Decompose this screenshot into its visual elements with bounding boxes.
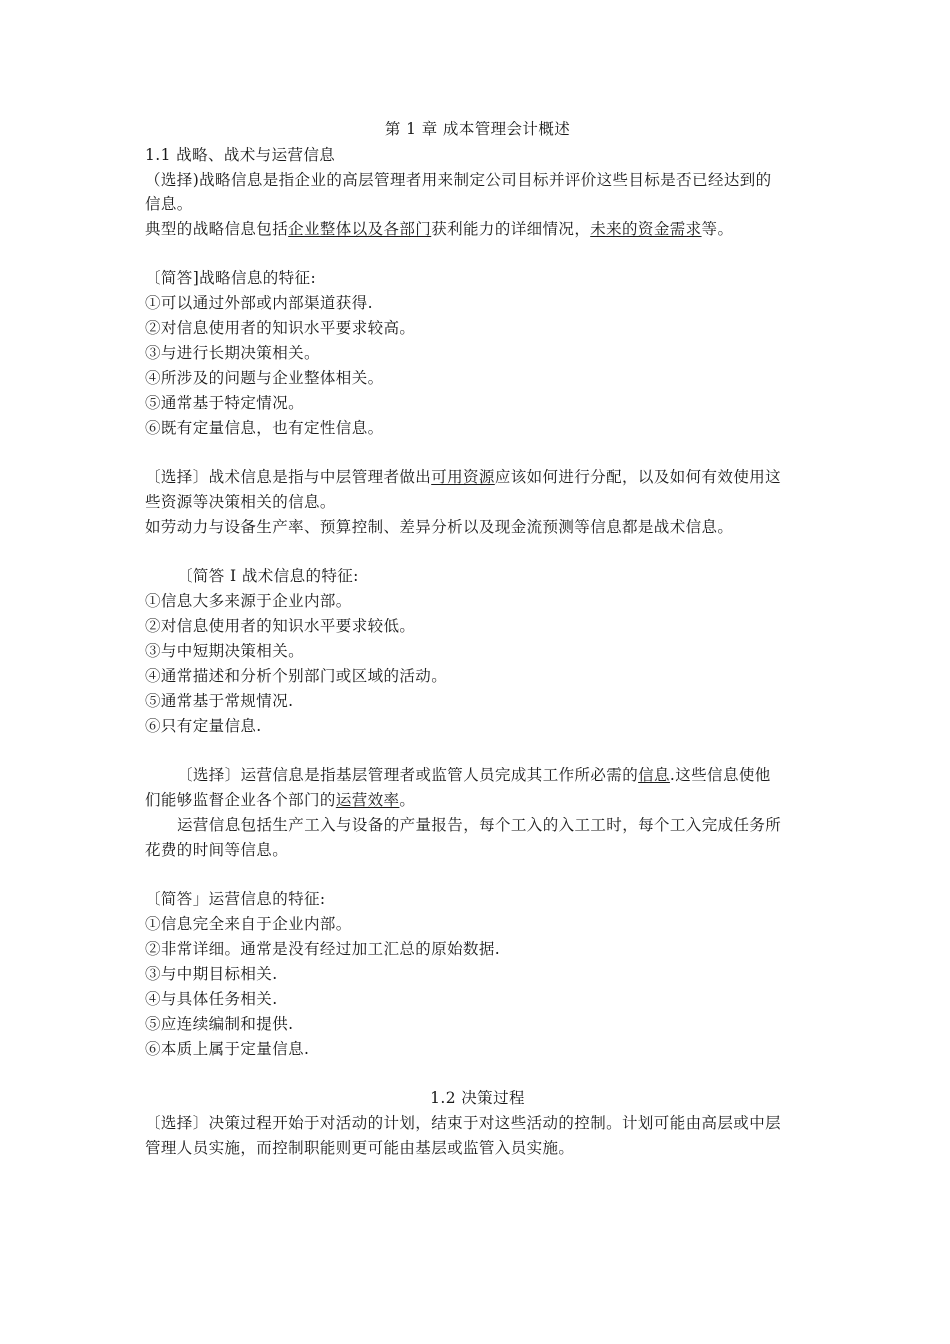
section-heading-1-2: 1.2 决策过程 xyxy=(430,1089,525,1107)
operational-para-line-1 xyxy=(177,765,771,785)
text-span: 。 xyxy=(399,791,416,809)
operational-para-line-2 xyxy=(145,790,415,810)
underlined-text: 企业整体以及各部门 xyxy=(288,220,432,238)
tactical-feature-item: ⑤通常基于常规情况. xyxy=(145,692,294,710)
tactical-feature-item: ①信息大多来源于企业内部。 xyxy=(145,592,352,610)
tactical-feature-item: ⑥只有定量信息. xyxy=(145,717,262,735)
strategic-feature-item: ⑥既有定量信息，也有定性信息。 xyxy=(145,419,384,437)
text-span: 获利能力的详细情况， xyxy=(431,220,591,238)
text-span: 们能够监督企业各个部门的 xyxy=(145,791,336,809)
underlined-text: 未来的资金需求 xyxy=(590,220,702,238)
operational-feature-item: ⑤应连续编制和提供. xyxy=(145,1015,294,1033)
decision-para-line-2: 管理人员实施，而控制职能则更可能由基层或监管入员实施。 xyxy=(145,1139,575,1157)
strategic-feature-item: ④所涉及的问题与企业整体相关。 xyxy=(145,369,384,387)
tactical-feature-item: ④通常描述和分析个别部门或区域的活动。 xyxy=(145,667,448,685)
tactical-para-line-2: 些资源等决策相关的信息。 xyxy=(145,493,336,511)
tactical-feature-item: ②对信息使用者的知识水平要求较低。 xyxy=(145,617,416,635)
operational-example-line-1: 运营信息包括生产工入与设备的产量报告，每个工入的入工工时，每个工入完成任务所 xyxy=(177,816,782,834)
tactical-feature-item: ③与中短期决策相关。 xyxy=(145,642,305,660)
text-span: 典型的战略信息包括 xyxy=(145,220,289,238)
chapter-title: 第 1 章 成本管理会计概述 xyxy=(384,120,571,138)
operational-feature-item: ①信息完全来自于企业内部。 xyxy=(145,915,352,933)
tactical-features-title: 〔简答 I 战术信息的特征: xyxy=(177,567,359,585)
operational-feature-item: ②非常详细。通常是没有经过加工汇总的原始数据. xyxy=(145,940,501,958)
operational-feature-item: ③与中期目标相关. xyxy=(145,965,278,983)
strategic-para-line-1: （选择)战略信息是指企业的高层管理者用来制定公司目标并评价这些目标是否已经达到的 xyxy=(145,171,772,189)
strategic-para-line-2: 信息。 xyxy=(145,195,193,213)
decision-para-line-1: 〔选择〕决策过程开始于对活动的计划，结束于对这些活动的控制。计划可能由高层或中层 xyxy=(145,1114,782,1132)
strategic-feature-item: ②对信息使用者的知识水平要求较高。 xyxy=(145,319,416,337)
operational-feature-item: ⑥本质上属于定量信息. xyxy=(145,1040,310,1058)
operational-example-line-2: 花费的时间等信息。 xyxy=(145,841,289,859)
section-heading-1-1: 1.1 战略、战术与运营信息 xyxy=(145,146,336,164)
strategic-feature-item: ①可以通过外部或内部渠道获得. xyxy=(145,294,373,312)
text-span: 应该如何进行分配，以及如何有效使用这 xyxy=(494,468,782,486)
text-span: 〔选择〕战术信息是指与中层管理者做出 xyxy=(145,468,432,486)
strategic-features-title: 〔简答]战略信息的特征: xyxy=(145,269,317,287)
underlined-text: 信息 xyxy=(638,766,670,784)
operational-feature-item: ④与具体任务相关. xyxy=(145,990,278,1008)
underlined-text: 可用资源 xyxy=(431,468,495,486)
text-span: 〔选择〕运营信息是指基层管理者或监管人员完成其工作所必需的 xyxy=(177,766,639,784)
tactical-example-para: 如劳动力与设备生产率、预算控制、差异分析以及现金流预测等信息都是战术信息。 xyxy=(145,518,734,536)
underlined-text: 运营效率 xyxy=(335,791,400,809)
text-span: 等。 xyxy=(701,220,734,238)
operational-features-title: 〔简答」运营信息的特征: xyxy=(145,890,326,908)
tactical-para-line-1 xyxy=(145,467,781,487)
strategic-example-para xyxy=(145,219,733,239)
strategic-feature-item: ③与进行长期决策相关。 xyxy=(145,344,320,362)
strategic-feature-item: ⑤通常基于特定情况。 xyxy=(145,394,305,412)
text-span: .这些信息使他 xyxy=(669,766,771,784)
